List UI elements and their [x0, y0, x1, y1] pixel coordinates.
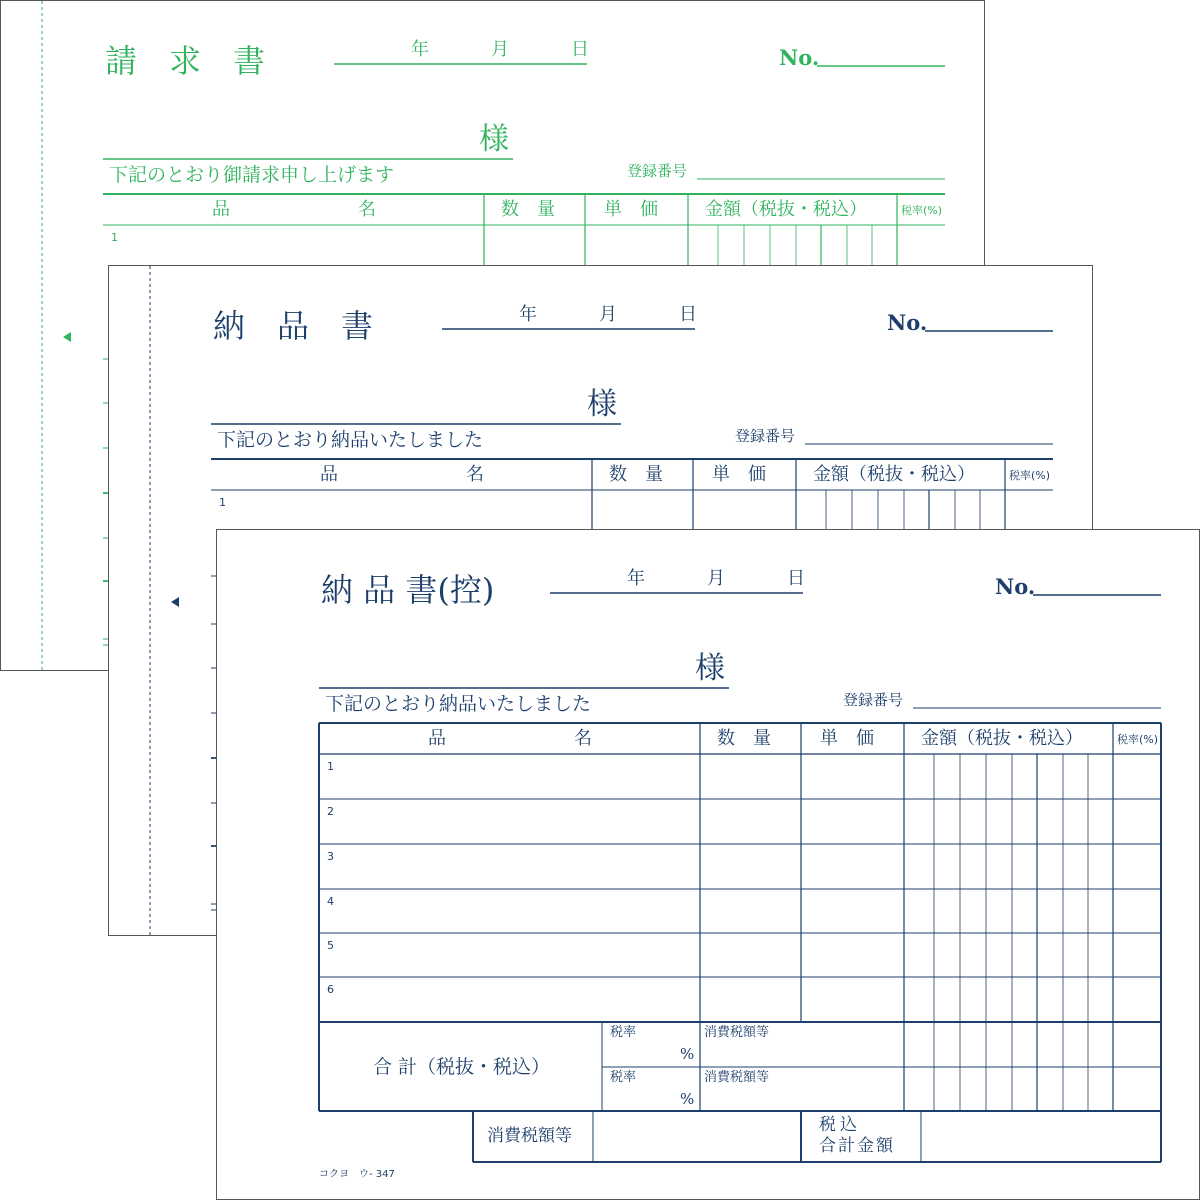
copy-statement: 下記のとおり納品いたしました	[325, 693, 592, 715]
delivery-row-1: 1	[219, 496, 226, 509]
copy-date-month: 月	[707, 568, 725, 589]
invoice-col-price: 単 価	[604, 199, 658, 220]
delivery-col-item: 品	[320, 464, 338, 485]
invoice-title: 請 求 書	[105, 42, 266, 80]
copy-row-number: 5	[327, 939, 334, 952]
copy-col-price: 単 価	[820, 728, 874, 749]
copy-sheet	[216, 529, 1200, 1200]
copy-col-qty: 数 量	[717, 728, 771, 749]
copy-col-amount: 金額（税抜・税込）	[921, 728, 1083, 749]
copy-tax-rate-label: 税率	[610, 1025, 637, 1040]
delivery-reg-label: 登録番号	[735, 427, 796, 445]
copy-date-year: 年	[627, 568, 645, 589]
copy-tax-incl-line1: 税込	[819, 1115, 861, 1135]
copy-col-name: 名	[574, 728, 592, 749]
copy-no-label: No.	[995, 574, 1036, 599]
copy-sheet-lines	[217, 530, 1200, 1201]
delivery-date-day: 日	[679, 304, 697, 325]
delivery-no-label: No.	[887, 310, 928, 335]
copy-footer-tax-label: 消費税額等	[487, 1126, 572, 1146]
copy-tax-rate-label: 税率	[610, 1070, 637, 1085]
delivery-title: 納 品 書	[213, 307, 374, 345]
copy-row-number: 3	[327, 850, 334, 863]
copy-product-code: コクヨ ウ- 347	[319, 1169, 395, 1180]
delivery-col-amount: 金額（税抜・税込）	[813, 464, 975, 485]
invoice-col-amount: 金額（税抜・税込）	[705, 199, 867, 220]
copy-consumption-tax-label: 消費税額等	[704, 1070, 770, 1085]
copy-reg-label: 登録番号	[843, 691, 904, 709]
invoice-col-qty: 数 量	[501, 199, 555, 220]
delivery-col-name: 名	[466, 464, 484, 485]
delivery-date-year: 年	[519, 304, 537, 325]
copy-col-item: 品	[428, 728, 446, 749]
invoice-date-month: 月	[491, 39, 509, 60]
copy-sama: 様	[695, 651, 725, 686]
delivery-col-price: 単 価	[712, 464, 766, 485]
copy-row-number: 2	[327, 805, 334, 818]
copy-percent: %	[680, 1045, 695, 1063]
delivery-statement: 下記のとおり納品いたしました	[217, 429, 484, 451]
invoice-sama: 様	[479, 122, 509, 157]
invoice-date-day: 日	[571, 39, 589, 60]
copy-title: 納 品 書(控)	[321, 571, 495, 609]
delivery-col-rate: 税率(%)	[1009, 469, 1051, 482]
delivery-sama: 様	[587, 387, 617, 422]
invoice-statement: 下記のとおり御請求申し上げます	[109, 164, 395, 186]
copy-tax-incl-line2: 合計金額	[819, 1136, 895, 1156]
delivery-col-qty: 数 量	[609, 464, 663, 485]
invoice-col-name: 名	[358, 199, 376, 220]
copy-total-label: 合 計（税抜・税込）	[373, 1056, 551, 1078]
invoice-col-item: 品	[212, 199, 230, 220]
invoice-row-1: 1	[111, 231, 118, 244]
invoice-col-rate: 税率(%)	[901, 204, 943, 217]
invoice-date-year: 年	[411, 39, 429, 60]
invoice-no-label: No.	[779, 45, 820, 70]
delivery-date-month: 月	[599, 304, 617, 325]
copy-row-number: 6	[327, 983, 334, 996]
copy-consumption-tax-label: 消費税額等	[704, 1025, 770, 1040]
copy-date-day: 日	[787, 568, 805, 589]
copy-row-number: 1	[327, 760, 334, 773]
copy-row-number: 4	[327, 895, 334, 908]
invoice-reg-label: 登録番号	[627, 162, 688, 180]
copy-percent: %	[680, 1090, 695, 1108]
copy-col-rate: 税率(%)	[1117, 733, 1159, 746]
